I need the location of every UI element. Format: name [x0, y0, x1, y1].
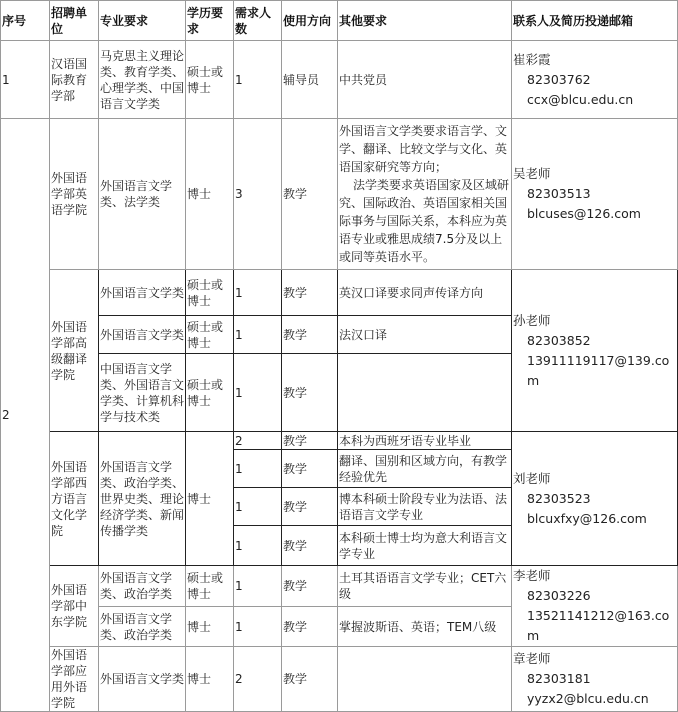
cell-count: 1: [234, 526, 282, 566]
contact-phone: 82303523: [527, 490, 591, 506]
cell-count: 1: [234, 41, 282, 119]
cell-count: 1: [234, 607, 282, 647]
contact-phone: 82303852: [527, 332, 591, 348]
cell-use: 教学: [282, 526, 338, 566]
cell-count: 1: [234, 566, 282, 607]
cell-count: 1: [234, 488, 282, 526]
cell-major: 外国语言文学类、政治学类: [99, 607, 186, 647]
cell-unit: 汉语国际教育学部: [50, 41, 99, 119]
contact-phone: 82303762: [527, 71, 591, 87]
cell-degree: 博士: [186, 432, 234, 566]
contact-name: 孙老师: [513, 312, 551, 328]
contact-email: blcuxfxy@126.com: [527, 510, 647, 526]
cell-degree: 硕士或博士: [186, 354, 234, 432]
cell-unit: 外国语学部英语学院: [50, 119, 99, 270]
cell-other: 英汉口译要求同声传译方向: [338, 270, 512, 316]
cell-other: 博本科硕士阶段专业为法语、法语语言文学专业: [338, 488, 512, 526]
cell-count: 1: [234, 270, 282, 316]
cell-other: 中共党员: [338, 41, 512, 119]
contact-name: 刘老师: [513, 470, 551, 486]
cell-use: 教学: [282, 432, 338, 450]
cell-count: 3: [234, 119, 282, 270]
contact-phone: 82303513: [527, 186, 591, 201]
header-major: 专业要求: [99, 1, 186, 41]
cell-use: 辅导员: [282, 41, 338, 119]
table-row: [1, 647, 678, 712]
header-count: 需求人数: [234, 1, 282, 41]
contact-name: 章老师: [513, 651, 551, 666]
contact-phone: 82303181: [527, 671, 591, 686]
cell-use: 教学: [282, 607, 338, 647]
cell-other: 掌握波斯语、英语；TEM八级: [338, 607, 512, 647]
other-line-2: 法学类要求英语国家及区域研究、国际政治、英语国家相关国际事务与国际关系，本科应为英语专业或雅思成绩7.5分及以上或同等英语水平。: [339, 178, 510, 264]
header-unit: 招聘单位: [50, 1, 99, 41]
cell-contact: [512, 647, 678, 712]
other-line-1: 外国语言文学类要求语言学、文学、翻译、比较文学与文化、英语国家研究等方向；: [339, 124, 508, 174]
cell-unit: 外国语学部高级翻译学院: [50, 270, 99, 432]
header-no: 序号: [1, 1, 50, 41]
cell-other: 本科硕士博士均为意大利语言文学专业: [338, 526, 512, 566]
cell-other: [338, 354, 512, 432]
cell-count: 2: [234, 432, 282, 450]
cell-other: 本科为西班牙语专业毕业: [338, 432, 512, 450]
cell-contact: [512, 119, 678, 270]
cell-major: 外国语言文学类、政治学类: [99, 566, 186, 607]
cell-other: 翻译、国别和区域方向，有教学经验优先: [338, 450, 512, 488]
cell-use: 教学: [282, 119, 338, 270]
header-degree: 学历要求: [186, 1, 234, 41]
cell-use: 教学: [282, 566, 338, 607]
cell-degree: 硕士或博士: [186, 41, 234, 119]
table-row: [1, 432, 678, 450]
cell-contact: [512, 270, 678, 432]
header-other: 其他要求: [338, 1, 512, 41]
cell-contact: [512, 566, 678, 647]
cell-degree: 博士: [186, 607, 234, 647]
cell-degree: 硕士或博士: [186, 566, 234, 607]
table-row: [1, 41, 678, 119]
contact-phone: 82303226: [527, 588, 591, 603]
cell-major: 外国语言文学类、法学类: [99, 119, 186, 270]
cell-other: [338, 119, 512, 270]
cell-contact: [512, 432, 678, 566]
contact-email: ccx@blcu.edu.cn: [527, 91, 634, 107]
contact-name: 吴老师: [513, 166, 551, 181]
cell-major: 外国语言文学类: [99, 316, 186, 354]
cell-no: 1: [1, 41, 50, 119]
contact-name: 崔彩霞: [513, 51, 551, 67]
cell-unit: 外国语学部应用外语学院: [50, 647, 99, 712]
table-row: [1, 270, 678, 316]
cell-count: 2: [234, 647, 282, 712]
cell-major: 外国语言文学类: [99, 270, 186, 316]
cell-use: 教学: [282, 450, 338, 488]
header-use: 使用方向: [282, 1, 338, 41]
cell-major: 外国语言文学类: [99, 647, 186, 712]
cell-major: 马克思主义理论类、教育学类、心理学类、中国语言文学类: [99, 41, 186, 119]
cell-degree: 硕士或博士: [186, 270, 234, 316]
table-row: [1, 566, 678, 607]
cell-count: 1: [234, 450, 282, 488]
cell-no: 2: [1, 119, 50, 712]
contact-email: blcuses@126.com: [527, 206, 641, 221]
contact-email: yyzx2@blcu.edu.cn: [527, 691, 649, 706]
cell-unit: 外国语学部西方语言文化学院: [50, 432, 99, 566]
cell-use: 教学: [282, 270, 338, 316]
cell-use: 教学: [282, 354, 338, 432]
header-contact: 联系人及简历投递邮箱: [512, 1, 678, 41]
contact-email: 13911119117@139.com: [527, 352, 670, 388]
cell-major: 外国语言文学类、政治学类、世界史类、理论经济学类、新闻传播学类: [99, 432, 186, 566]
cell-other: [338, 647, 512, 712]
cell-degree: 硕士或博士: [186, 316, 234, 354]
cell-degree: 博士: [186, 647, 234, 712]
cell-other: 土耳其语语言文学专业；CET六级: [338, 566, 512, 607]
cell-use: 教学: [282, 488, 338, 526]
cell-other: 法汉口译: [338, 316, 512, 354]
cell-use: 教学: [282, 316, 338, 354]
cell-degree: 博士: [186, 119, 234, 270]
cell-count: 1: [234, 316, 282, 354]
cell-count: 1: [234, 354, 282, 432]
contact-email: 13521141212@163.com: [527, 608, 670, 643]
cell-use: 教学: [282, 647, 338, 712]
cell-major: 中国语言文学类、外国语言文学类、计算机科学与技术类: [99, 354, 186, 432]
cell-contact: [512, 41, 678, 119]
contact-name: 李老师: [513, 568, 551, 583]
cell-unit: 外国语学部中东学院: [50, 566, 99, 647]
header-row: [1, 1, 678, 41]
table-row: [1, 119, 678, 270]
